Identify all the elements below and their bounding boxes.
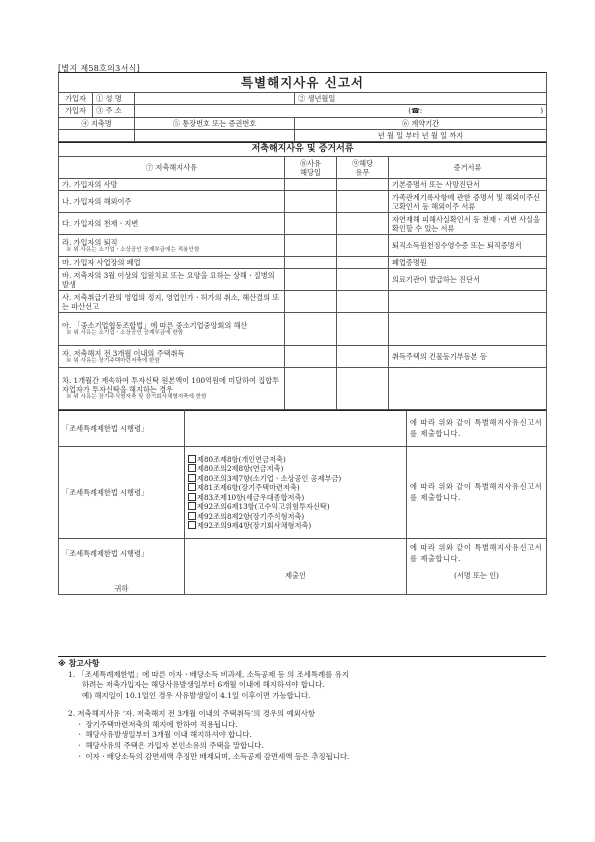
recipient-spacer (185, 583, 407, 595)
form-reference: [별지 제58호의3서식] (58, 64, 141, 73)
ref-item-2-bullet: ㆍ 해당사유발생일부터 3개월 이내 해지하셔야 합니다. (76, 730, 252, 740)
reason-evidence (389, 313, 547, 346)
reason-evidence: 자연재해 피해사실확인서 등 천재ㆍ지변 사실을 확인할 수 있는 서류 (389, 213, 547, 235)
applicant-label-2: 가입자 (59, 105, 93, 118)
birth-field[interactable] (351, 93, 547, 105)
applicant-label-1: 가입자 (59, 93, 93, 105)
reason-row (59, 368, 547, 410)
reason-text-cell (59, 313, 285, 346)
decl2-checklist (185, 447, 407, 539)
reason-row (59, 269, 547, 291)
reference-notes (58, 656, 546, 762)
reason-row (59, 235, 547, 257)
reason-date-field[interactable] (285, 235, 337, 257)
checklist-item[interactable]: 제80조의3제7항(소기업ㆍ소상공인 공제부금) (188, 474, 403, 484)
reason-text-cell (59, 368, 285, 410)
checkbox-icon[interactable] (188, 502, 196, 510)
reason-check-field[interactable] (337, 191, 389, 213)
reason-note: ※ 위 사유는 장기주택마련저축에 한함 (66, 357, 160, 364)
reason-text: 나. 가입자의 해외이주 (59, 191, 285, 213)
reason-note: ※ 위 사유는 소기업ㆍ소상공인 공제부금에는 적용안함 (66, 246, 200, 253)
checkbox-icon[interactable] (188, 521, 196, 529)
reason-check-field[interactable] (337, 235, 389, 257)
declaration-table (58, 410, 547, 595)
applicant-table (58, 72, 547, 142)
header-applicable: ⑨해당 유무 (337, 157, 389, 179)
decl3-law: 「조세특례제한법 시행령」 (59, 539, 185, 569)
reason-check-field[interactable] (337, 213, 389, 235)
decl3-blank (185, 539, 407, 569)
reason-evidence: 취득주택의 건물등기부등본 등 (389, 346, 547, 368)
checkbox-icon[interactable] (188, 455, 196, 463)
reason-row (59, 179, 547, 191)
decl1-law: 「조세특례제한법 시행령」 (59, 411, 185, 447)
account-number-field[interactable] (135, 129, 295, 141)
reason-text: 다. 가입자의 천재ㆍ지변 (59, 213, 285, 235)
name-field[interactable] (135, 93, 295, 105)
reason-date-field[interactable] (285, 291, 337, 313)
signature-field[interactable]: (서명 또는 인) (407, 569, 547, 583)
reason-note: ※ 위 사유는 장기주식형저축 및 장기회사채형저축에 한함 (66, 394, 207, 400)
reasons-table (58, 142, 547, 410)
reason-date-field[interactable] (285, 213, 337, 235)
reason-date-field[interactable] (285, 257, 337, 269)
decl1-blank (185, 411, 407, 447)
reason-date-field[interactable] (285, 313, 337, 346)
reason-check-field[interactable] (337, 269, 389, 291)
reason-date-field[interactable] (285, 368, 337, 410)
reason-date-field[interactable] (285, 191, 337, 213)
form-title: 특별해지사유 신고서 (59, 73, 547, 93)
reason-text-cell (59, 346, 285, 368)
decl2-statement: 에 따라 위와 같이 특별해지사유신고서를 제출합니다. (407, 447, 547, 539)
reason-evidence: 가족관계기록사항에 관한 증명서 및 해외이주신고확인서 등 해외이주 서류 (389, 191, 547, 213)
phone-icon: ☎: (411, 107, 423, 115)
reason-row (59, 191, 547, 213)
savings-name-label: ④ 지축명 (59, 117, 135, 129)
birth-label-cell: ② 생년월일 (295, 93, 351, 105)
reason-evidence: 퇴직소득원천징수영수증 또는 퇴직증명서 (389, 235, 547, 257)
reason-check-field[interactable] (337, 313, 389, 346)
reason-evidence (389, 368, 547, 410)
recipient-label: 귀하 (59, 583, 185, 595)
reason-text: 차. 1개월간 계속하여 투자신탁 원본액이 100억원에 미달하여 집합투자업자가 투자신탁을 해지하는 경우 (62, 376, 280, 394)
checklist-item[interactable]: 제92조의6제13항(고수익고위험투자신탁) (188, 502, 403, 512)
reason-text: 바. 저축자의 3월 이상의 입원치료 또는 요양을 요하는 상해ㆍ질병의 발생 (59, 269, 285, 291)
ref-item-1-line: 하려는 저축가입자는 해당사유발생일부터 6개월 이내에 해지하셔야 합니다. (82, 680, 325, 690)
checkbox-icon[interactable] (188, 512, 196, 520)
checklist-item[interactable]: 제83조제10항(세금우대종합저축) (188, 493, 403, 503)
reason-text: 가. 가입자의 사망 (59, 179, 285, 191)
ref-item-2-bullet: ㆍ 장기주택마련저축의 해지에 한하여 적용됩니다. (76, 719, 238, 729)
submitter-label: 제출인 (185, 569, 407, 583)
reason-text: 자. 저축해지 전 3개월 이내의 주택취득 (62, 348, 185, 358)
account-number-label: ⑤ 통장번호 또는 증권번호 (135, 117, 295, 129)
header-date: ⑧사유 해당일 (285, 157, 337, 179)
reason-date-field[interactable] (285, 269, 337, 291)
reason-date-field[interactable] (285, 346, 337, 368)
reason-check-field[interactable] (337, 257, 389, 269)
section-title: 저축해지사유 및 증거서류 (59, 142, 547, 156)
contract-period-field[interactable]: 년 월 일 부터 년 월 일 까지 (295, 129, 547, 141)
ref-item-2-line: 2. 저축해지사유 ‘자. 저축해지 전 3개월 이내의 주택취득’의 경우의 예외사항 (68, 708, 316, 718)
reason-check-field[interactable] (337, 346, 389, 368)
decl2-law: 「조세특례제한법 시행령」 (59, 447, 185, 539)
reason-row (59, 291, 547, 313)
reason-check-field[interactable] (337, 179, 389, 191)
reason-evidence: 폐업증명원 (389, 257, 547, 269)
checklist-item[interactable]: 제81조제6항(장기주택마련저축) (188, 483, 403, 493)
reason-row (59, 257, 547, 269)
reason-text: 아. 「중소기업협동조합법」에 따른 중소기업중앙회의 해산 (62, 321, 248, 330)
checkbox-icon[interactable] (188, 474, 196, 482)
name-label-cell: ① 성 명 (93, 93, 135, 105)
checklist-item[interactable]: 제80조의2제8항(연금저축) (188, 464, 403, 474)
ref-item-2-bullet: ㆍ 이자ㆍ배당소득의 감면세액 추징만 배제되며, 소득공제 감면세액 등은 추징됩니다. (76, 751, 350, 761)
reason-evidence: 기본증명서 또는 사망진단서 (389, 179, 547, 191)
checklist-item[interactable]: 제92조의9제4항(장기회사채형저축) (188, 521, 403, 531)
checkbox-icon[interactable] (188, 464, 196, 472)
reason-row (59, 213, 547, 235)
decl3-spacer (59, 569, 185, 583)
recipient-spacer-2 (407, 583, 547, 595)
savings-name-field[interactable] (59, 129, 135, 141)
reason-note: ※ 위 사유는 소기업ㆍ소상공인 공제부금에 한함 (66, 330, 184, 336)
checklist-item[interactable]: 제80조제8항(개인연금저축) (188, 455, 403, 465)
reason-evidence (389, 291, 547, 313)
form-sheet (58, 72, 546, 595)
decl3-statement: 에 따라 위와 같이 특별해지사유신고서를 제출합니다. (407, 539, 547, 569)
contract-period-label: ⑥ 계약기간 (295, 117, 547, 129)
reason-text: 마. 가입자 사업장의 폐업 (59, 257, 285, 269)
reference-title: ※ 참고사항 (58, 659, 100, 668)
decl1-statement: 에 따라 위와 같이 특별해지사유신고서를 제출합니다. (407, 411, 547, 447)
ref-item-1-line: 1. 「조세특례제한법」에 따른 이자ㆍ배당소득 비과세, 소득공제 등 의 조세특례를 유지 (68, 669, 349, 679)
checkbox-icon[interactable] (188, 483, 196, 491)
reason-check-field[interactable] (337, 291, 389, 313)
reason-date-field[interactable] (285, 179, 337, 191)
ref-item-2-bullet: ㆍ 해당사유의 주택은 가입자 본인소유의 주택을 말합니다. (76, 741, 264, 750)
reason-text: 라. 가입자의 퇴직 (62, 237, 118, 247)
header-evidence: 증거서류 (389, 157, 547, 179)
checkbox-icon[interactable] (188, 493, 196, 501)
checklist-item[interactable]: 제92조의8제2항(장기주식형저축) (188, 512, 403, 522)
header-reason: ⑦ 저축해지사유 (59, 157, 285, 179)
reason-evidence: 의료기관이 발급하는 진단서 (389, 269, 547, 291)
address-field[interactable]: (☎: ) (135, 105, 547, 118)
reason-check-field[interactable] (337, 368, 389, 410)
address-label-cell: ③ 주 소 (93, 105, 135, 118)
reason-text-cell (59, 235, 285, 257)
reason-row (59, 313, 547, 346)
ref-item-1-line: 예) 해지일이 10.1일인 경우 사유발생일이 4.1일 이후이면 가능합니다. (82, 691, 311, 701)
reason-row (59, 346, 547, 368)
reason-text: 사. 저축취급기관의 영업의 정지, 영업인가ㆍ허가의 취소, 해산결의 또는 파산선고 (59, 291, 285, 313)
